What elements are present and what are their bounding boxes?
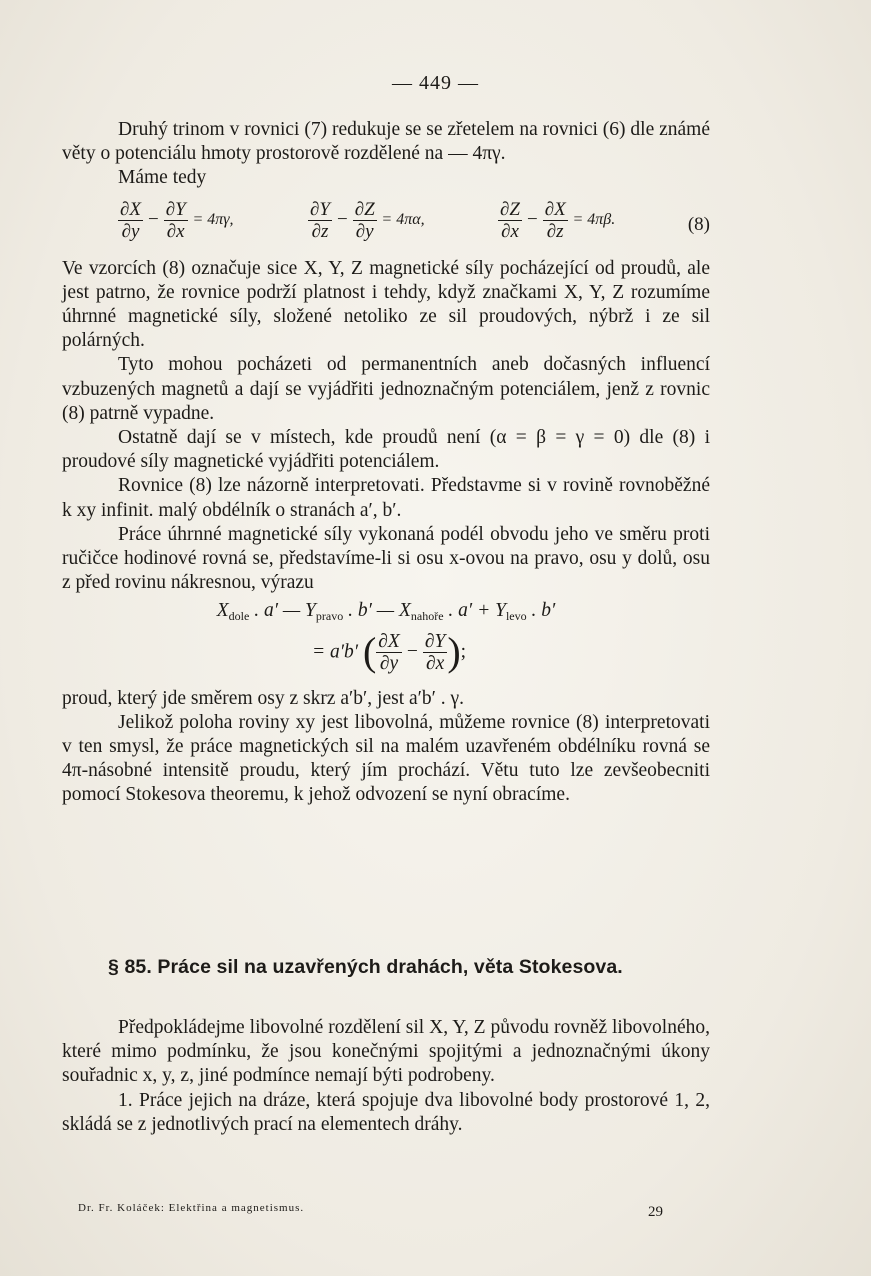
paragraph: 1. Práce jejich na dráze, která spojuje dva libovolné body prostorové 1, 2, skládá se z jednotlivých prací na elementech dráhy. [62,1089,710,1135]
work-equation: $X_{dole}$ . a′ — $Y_{pravo}$ . b′ — $X_{nahoře}$ . $a' + Y_{levo}$ . b′ [216,600,556,624]
body-text-upper [62,118,710,808]
equation-label: (8) [687,213,710,235]
body-text-lower [62,1016,710,1137]
paragraph: Jelikož poloha roviny xy jest libovolná, můžeme rovnice (8) interpretovati v ten smysl, že práce magnetických sil na malém uzavřeném obdélníku rovná se 4π-násobné intensitě proudu, který jím prochází. Větu tuto lze zevšeobecniti pomocí Stokesova theoremu, k jehož odvození se nyní obracíme. [62,711,710,806]
paragraph: proud, který jde směrem osy z skrz a′b′, jest a′b′ . γ. [62,687,465,709]
page-number: — 449 — [392,72,479,94]
paragraph: Tyto mohou pocházeti od permanentních aneb dočasných influencí vzbuzených magnetů a dají se vyjádřiti jednoznačným potenciálem, jenž z rovnic (8) patrně vypadne. [62,354,710,424]
paragraph: Ostatně dají se v místech, kde proudů není (α = β = γ = 0) dle (8) i proudové síly magnetické vyjádřiti potenciálem. [62,427,710,473]
equation-8 [62,197,710,249]
paragraph: Ve vzorcích (8) označuje sice X, Y, Z magnetické síly pocházející od proudů, ale jest patrno, že rovnice podrží platnost i tehdy, když značkami X, Y, Z rozumíme úhrnné magnetické síly, složené netoliko ze sil proudových, nýbrž i ze sil polárných. [62,257,710,352]
work-equation-result: = a′b′ ( $\frac{\partial X}{\partial y}$ − $\frac{\partial Y}{\partial x}$ ); [312,629,467,675]
paragraph: Druhý trinom v rovnici (7) redukuje se se zřetelem na rovnici (6) dle známé věty o potenciálu hmoty prostorově rozdělené na — 4πγ. [62,119,710,165]
equation-part-2: $\frac{\partial Y}{\partial z}$ − $\frac{\partial Z}{\partial y}$ = 4πα, [310,198,425,242]
paragraph: Předpokládejme libovolné rozdělení sil X, Y, Z původu rovněž libovolného, které mimo podmínku, že jsou konečnými spojitými a jednoznačnými úkony souřadnic x, y, z, jiné podmínce nemají býti podrobeny. [62,1017,710,1087]
section-heading: § 85. Práce sil na uzavřených drahách, věta Stokesova. [108,956,623,978]
paragraph: Máme tedy [118,167,207,189]
footer-author-title: Dr. Fr. Koláček: Elektřina a magnetismus. [78,1202,305,1214]
signature-mark: 29 [648,1204,663,1220]
paragraph: Práce úhrnné magnetické síly vykonaná podél obvodu jeho ve směru proti ručičce hodinové rovná se, představíme-li si osu x-ovou na pravo, osu y dolů, osu z před rovinu nákresnou, výrazu [62,523,710,594]
equation-part-3: $\frac{\partial Z}{\partial x}$ − $\frac{\partial X}{\partial z}$ = 4πβ. [500,198,616,242]
paragraph: Rovnice (8) lze názorně interpretovati. Představme si v rovině rovnoběžné k xy infinit. malý obdélník o stranách a′, b′. [62,475,710,521]
equation-part-1: $\frac{\partial X}{\partial y}$ − $\frac{\partial Y}{\partial x}$ = 4πγ, [120,198,234,242]
